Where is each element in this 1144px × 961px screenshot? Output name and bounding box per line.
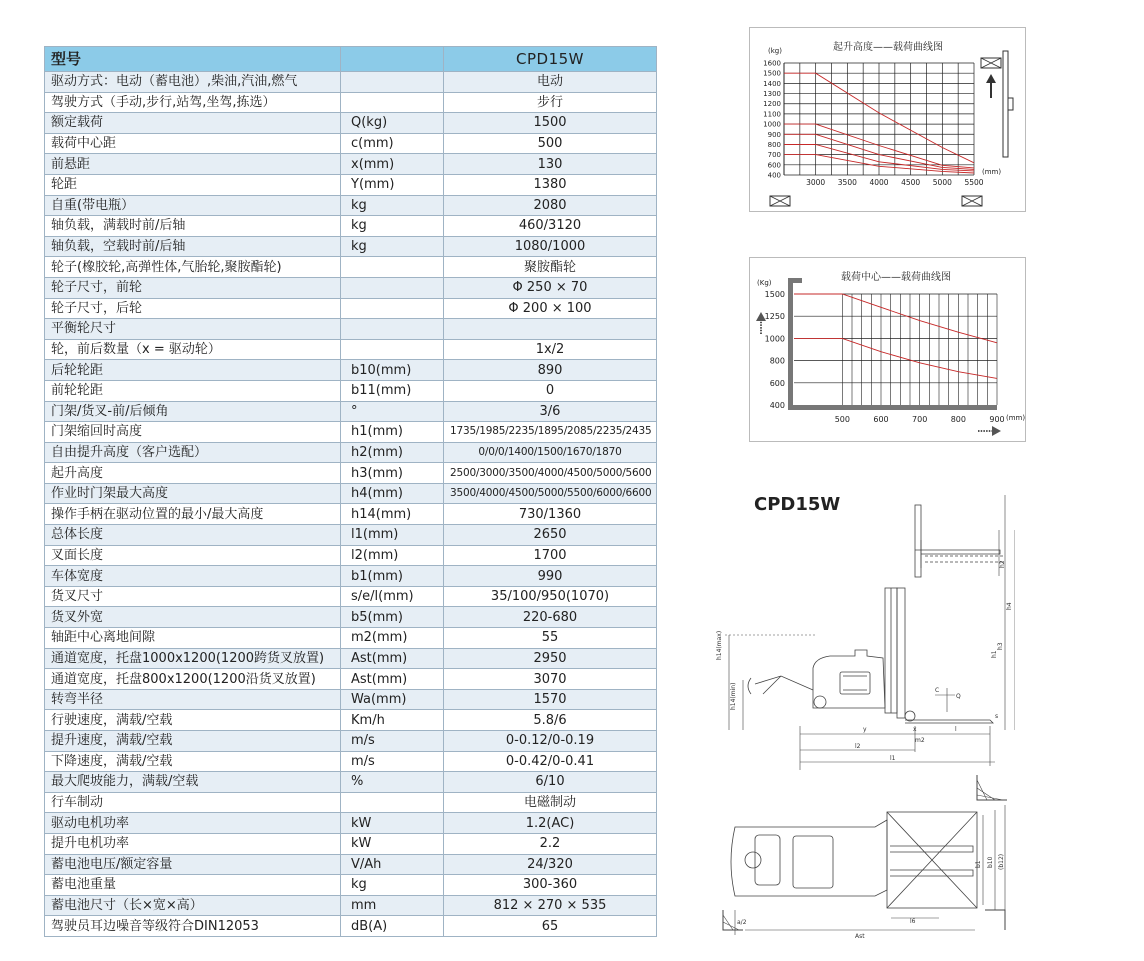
spec-label: 驱动方式：电动（蓄电池）,柴油,汽油,燃气 <box>45 72 341 93</box>
spec-label: 通道宽度，托盘1000x1200(1200跨货叉放置) <box>45 648 341 669</box>
spec-unit: Km/h <box>341 710 444 731</box>
label-l: l <box>955 726 957 733</box>
label-h14min: h14(min) <box>730 682 737 710</box>
spec-unit: Y(mm) <box>341 174 444 195</box>
table-row <box>45 380 657 401</box>
spec-label: 下降速度，满载/空载 <box>45 751 341 772</box>
spec-value: 1570 <box>444 689 657 710</box>
spec-value: 130 <box>444 154 657 175</box>
spec-label: 轴负载，空载时前/后轴 <box>45 236 341 257</box>
drawing-model-title: CPD15W <box>754 494 841 515</box>
spec-value: 3500/4000/4500/5000/5500/6000/6600 <box>444 483 657 504</box>
spec-label: 车体宽度 <box>45 566 341 587</box>
spec-value: 2950 <box>444 648 657 669</box>
label-s: s <box>995 713 999 720</box>
y-axis-bar <box>788 278 793 410</box>
spec-label: 行车制动 <box>45 792 341 813</box>
spec-unit <box>341 92 444 113</box>
spec-table-body <box>45 72 657 937</box>
table-row <box>45 607 657 628</box>
spec-value: 电磁制动 <box>444 792 657 813</box>
spec-label: 前轮轮距 <box>45 380 341 401</box>
spec-value: 812 × 270 × 535 <box>444 895 657 916</box>
table-row <box>45 895 657 916</box>
label-l2: l2 <box>855 743 861 750</box>
spec-unit: kW <box>341 833 444 854</box>
load-center-load-chart <box>749 257 1026 442</box>
table-row <box>45 586 657 607</box>
table-row <box>45 833 657 854</box>
y-tick-label: 1500 <box>764 290 785 299</box>
spec-label: 叉面长度 <box>45 545 341 566</box>
spec-label: 转弯半径 <box>45 689 341 710</box>
table-row <box>45 174 657 195</box>
spec-label: 起升高度 <box>45 463 341 484</box>
spec-label: 轴距中心离地间隙 <box>45 628 341 649</box>
spec-label: 通道宽度，托盘800x1200(1200沿货叉放置) <box>45 669 341 690</box>
spec-value: 1080/1000 <box>444 236 657 257</box>
y-tick-label: 1400 <box>763 79 781 88</box>
y-tick-label: 1100 <box>763 110 781 119</box>
spec-value: 1700 <box>444 545 657 566</box>
spec-label: 门架/货叉-前/后倾角 <box>45 401 341 422</box>
spec-label: 自重(带电瓶） <box>45 195 341 216</box>
table-row <box>45 689 657 710</box>
spec-value: 220-680 <box>444 607 657 628</box>
spec-value: 300-360 <box>444 875 657 896</box>
spec-value: 1500 <box>444 113 657 134</box>
label-y: y <box>863 726 867 733</box>
table-row <box>45 463 657 484</box>
table-row <box>45 669 657 690</box>
spec-value: 0 <box>444 380 657 401</box>
spec-unit: mm <box>341 895 444 916</box>
right-arrow-icon <box>978 426 1001 436</box>
header-unit <box>341 47 444 72</box>
y-tick-label: 800 <box>767 140 781 149</box>
up-arrow-icon <box>986 74 996 98</box>
y-tick-label: 1500 <box>763 69 781 78</box>
label-ast: Ast <box>855 933 865 940</box>
spec-label: 轮子尺寸，前轮 <box>45 277 341 298</box>
spec-unit: h2(mm) <box>341 442 444 463</box>
spec-unit: s/e/l(mm) <box>341 586 444 607</box>
spec-label: 货叉尺寸 <box>45 586 341 607</box>
table-row <box>45 195 657 216</box>
table-row <box>45 916 657 937</box>
spec-value: 2500/3000/3500/4000/4500/5000/5600 <box>444 463 657 484</box>
table-row <box>45 216 657 237</box>
label-h1: h1 <box>991 650 998 658</box>
lift-height-load-chart <box>749 27 1026 212</box>
spec-label: 门架缩回时高度 <box>45 422 341 443</box>
truck-dimension-drawing <box>715 490 1015 952</box>
label-m2: m2 <box>915 737 925 744</box>
label-a2: a/2 <box>737 919 747 926</box>
x-tick-label: 3500 <box>837 178 857 187</box>
spec-unit: b5(mm) <box>341 607 444 628</box>
x-tick-label: 5000 <box>932 178 952 187</box>
y-tick-label: 1000 <box>764 334 785 344</box>
spec-label: 蓄电池尺寸（长×宽×高） <box>45 895 341 916</box>
table-row <box>45 236 657 257</box>
spec-value: 460/3120 <box>444 216 657 237</box>
spec-value: 步行 <box>444 92 657 113</box>
table-row <box>45 257 657 278</box>
label-b10: b10 <box>987 856 994 868</box>
spec-unit: Q(kg) <box>341 113 444 134</box>
spec-unit: Ast(mm) <box>341 648 444 669</box>
table-row <box>45 92 657 113</box>
y-tick-label: 600 <box>769 378 785 388</box>
pallet-raised-icon <box>981 58 1001 68</box>
spec-value: 2080 <box>444 195 657 216</box>
label-c: C <box>935 687 940 694</box>
spec-unit: h4(mm) <box>341 483 444 504</box>
table-row <box>45 298 657 319</box>
x-axis-label: (mm) <box>982 168 1002 176</box>
spec-label: 提升电机功率 <box>45 833 341 854</box>
spec-value: 0/0/0/1400/1500/1670/1870 <box>444 442 657 463</box>
spec-value: 0-0.12/0-0.19 <box>444 731 657 752</box>
pallet-icon <box>962 196 982 206</box>
y-tick-label: 1300 <box>763 90 781 99</box>
table-row <box>45 401 657 422</box>
spec-label: 操作手柄在驱动位置的最小/最大高度 <box>45 504 341 525</box>
spec-unit: V/Ah <box>341 854 444 875</box>
table-row <box>45 154 657 175</box>
y-axis-cap <box>788 278 802 283</box>
spec-unit <box>341 298 444 319</box>
y-tick-label: 400 <box>767 171 781 180</box>
series-line <box>794 338 997 378</box>
table-row <box>45 545 657 566</box>
table-row <box>45 133 657 154</box>
spec-value: 35/100/950(1070) <box>444 586 657 607</box>
spec-unit <box>341 792 444 813</box>
x-tick-label: 900 <box>989 415 1005 424</box>
x-tick-label: 500 <box>834 415 850 424</box>
spec-label: 载荷中心距 <box>45 133 341 154</box>
spec-label: 驾驶员耳边噪音等级符合DIN12053 <box>45 916 341 937</box>
spec-label: 额定载荷 <box>45 113 341 134</box>
table-row <box>45 504 657 525</box>
chart-title: 载荷中心——载荷曲线图 <box>841 272 951 283</box>
spec-label: 驱动电机功率 <box>45 813 341 834</box>
spec-label: 轮距 <box>45 174 341 195</box>
table-row <box>45 792 657 813</box>
table-row <box>45 277 657 298</box>
label-q: Q <box>956 693 961 700</box>
spec-label: 轮子尺寸，后轮 <box>45 298 341 319</box>
x-tick-label: 700 <box>912 415 928 424</box>
x-axis-bar <box>788 405 997 410</box>
table-row <box>45 875 657 896</box>
spec-value: Φ 250 × 70 <box>444 277 657 298</box>
table-row <box>45 319 657 340</box>
y-axis-label: (kg) <box>768 47 782 55</box>
y-tick-label: 900 <box>767 130 781 139</box>
spec-label: 后轮轮距 <box>45 360 341 381</box>
x-tick-label: 4500 <box>901 178 921 187</box>
y-tick-label: 1000 <box>763 120 781 129</box>
spec-unit: m/s <box>341 751 444 772</box>
table-row <box>45 566 657 587</box>
spec-value: Φ 200 × 100 <box>444 298 657 319</box>
spec-label: 提升速度，满载/空载 <box>45 731 341 752</box>
spec-value: 1.2(AC) <box>444 813 657 834</box>
spec-unit: b1(mm) <box>341 566 444 587</box>
spec-label: 轴负载，满载时前/后轴 <box>45 216 341 237</box>
spec-value: 2650 <box>444 525 657 546</box>
label-b1: b1 <box>975 860 982 868</box>
spec-label: 蓄电池电压/额定容量 <box>45 854 341 875</box>
x-tick-label: 4000 <box>869 178 889 187</box>
y-tick-label: 1250 <box>764 312 785 322</box>
spec-value: 6/10 <box>444 772 657 793</box>
header-model: CPD15W <box>444 47 657 72</box>
x-tick-label: 800 <box>950 415 966 424</box>
spec-value: 聚胺酯轮 <box>444 257 657 278</box>
x-axis-label: (mm) <box>1006 414 1025 422</box>
truck-side-view <box>725 495 1015 770</box>
spec-unit: l2(mm) <box>341 545 444 566</box>
table-row <box>45 442 657 463</box>
spec-value: 500 <box>444 133 657 154</box>
table-row <box>45 422 657 443</box>
label-x: x <box>913 726 917 733</box>
table-row <box>45 813 657 834</box>
y-tick-label: 1200 <box>763 100 781 109</box>
spec-value: 电动 <box>444 72 657 93</box>
spec-value <box>444 319 657 340</box>
spec-value: 2.2 <box>444 833 657 854</box>
table-row <box>45 731 657 752</box>
y-tick-label: 600 <box>767 161 781 170</box>
y-axis-label: (Kg) <box>757 279 772 287</box>
spec-label: 最大爬坡能力，满载/空载 <box>45 772 341 793</box>
table-row <box>45 854 657 875</box>
spec-unit: c(mm) <box>341 133 444 154</box>
spec-table <box>44 46 657 937</box>
spec-label: 前悬距 <box>45 154 341 175</box>
spec-unit: x(mm) <box>341 154 444 175</box>
table-row <box>45 648 657 669</box>
spec-value: 65 <box>444 916 657 937</box>
spec-unit: b10(mm) <box>341 360 444 381</box>
spec-unit: kW <box>341 813 444 834</box>
x-tick-label: 600 <box>873 415 889 424</box>
spec-unit: b11(mm) <box>341 380 444 401</box>
spec-unit: Ast(mm) <box>341 669 444 690</box>
spec-label: 行驶速度，满载/空载 <box>45 710 341 731</box>
label-b6: l6 <box>910 918 916 925</box>
spec-value: 24/320 <box>444 854 657 875</box>
label-h3: h3 <box>997 642 1004 650</box>
table-row <box>45 772 657 793</box>
spec-label: 轮子(橡胶轮,高弹性体,气胎轮,聚胺酯轮) <box>45 257 341 278</box>
label-h2: h2 <box>999 560 1006 568</box>
y-tick-label: 800 <box>769 356 785 366</box>
series-line <box>794 294 997 343</box>
spec-value: 890 <box>444 360 657 381</box>
table-row <box>45 628 657 649</box>
spec-value: 3070 <box>444 669 657 690</box>
table-header-row <box>45 47 657 72</box>
spec-label: 平衡轮尺寸 <box>45 319 341 340</box>
spec-unit: kg <box>341 216 444 237</box>
spec-unit: dB(A) <box>341 916 444 937</box>
lift-height-load-chart-svg <box>750 28 1025 211</box>
spec-unit <box>341 277 444 298</box>
spec-value: 5.8/6 <box>444 710 657 731</box>
spec-unit: kg <box>341 236 444 257</box>
table-row <box>45 525 657 546</box>
truck-top-view <box>723 775 1007 935</box>
spec-unit: m/s <box>341 731 444 752</box>
table-row <box>45 72 657 93</box>
spec-value: 1380 <box>444 174 657 195</box>
label-b12: (b12) <box>998 853 1005 870</box>
spec-unit: m2(mm) <box>341 628 444 649</box>
spec-value: 990 <box>444 566 657 587</box>
spec-unit <box>341 72 444 93</box>
pallet-icon <box>770 196 790 206</box>
spec-label: 货叉外宽 <box>45 607 341 628</box>
spec-unit: h3(mm) <box>341 463 444 484</box>
table-row <box>45 360 657 381</box>
label-h4: h4 <box>1006 602 1013 610</box>
spec-unit: ° <box>341 401 444 422</box>
spec-unit: h14(mm) <box>341 504 444 525</box>
spec-value: 55 <box>444 628 657 649</box>
mast-icon <box>1003 51 1013 157</box>
spec-label: 总体长度 <box>45 525 341 546</box>
spec-label: 轮，前后数量（x = 驱动轮） <box>45 339 341 360</box>
spec-value: 3/6 <box>444 401 657 422</box>
chart-title: 起升高度——载荷曲线图 <box>833 42 943 53</box>
spec-unit: kg <box>341 875 444 896</box>
spec-value: 1735/1985/2235/1895/2085/2235/2435 <box>444 422 657 443</box>
y-tick-label: 700 <box>767 151 781 160</box>
spec-unit <box>341 257 444 278</box>
table-row <box>45 751 657 772</box>
spec-value: 730/1360 <box>444 504 657 525</box>
label-l1: l1 <box>890 755 896 762</box>
spec-unit: % <box>341 772 444 793</box>
spec-label: 驾驶方式（手动,步行,站驾,坐驾,拣选） <box>45 92 341 113</box>
spec-label: 作业时门架最大高度 <box>45 483 341 504</box>
table-row <box>45 339 657 360</box>
spec-label: 自由提升高度（客户选配） <box>45 442 341 463</box>
table-row <box>45 113 657 134</box>
load-center-load-chart-svg <box>750 258 1025 441</box>
y-tick-label: 1600 <box>763 59 781 68</box>
spec-unit: Wa(mm) <box>341 689 444 710</box>
spec-unit: kg <box>341 195 444 216</box>
spec-value: 1x/2 <box>444 339 657 360</box>
spec-unit: h1(mm) <box>341 422 444 443</box>
header-label: 型号 <box>45 47 341 72</box>
spec-unit: l1(mm) <box>341 525 444 546</box>
x-tick-label: 5500 <box>964 178 984 187</box>
y-tick-label: 400 <box>769 401 785 410</box>
table-row <box>45 483 657 504</box>
table-row <box>45 710 657 731</box>
label-h14max: h14(max) <box>716 630 723 660</box>
spec-unit <box>341 339 444 360</box>
spec-unit <box>341 319 444 340</box>
spec-value: 0-0.42/0-0.41 <box>444 751 657 772</box>
x-tick-label: 3000 <box>806 178 826 187</box>
spec-label: 蓄电池重量 <box>45 875 341 896</box>
